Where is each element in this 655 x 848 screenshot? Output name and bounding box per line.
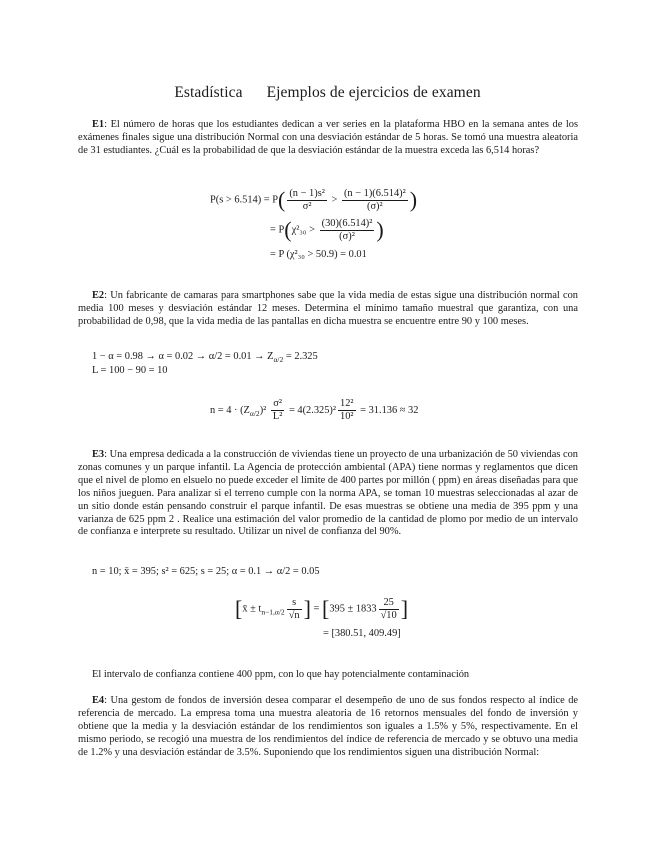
eq1-fraction-b xyxy=(342,188,408,213)
eq1-den-b: (σ)² xyxy=(367,200,383,212)
ci-den-a: √n xyxy=(288,609,300,621)
e2-fraction-b xyxy=(338,398,356,423)
exercise-1-label: E1 xyxy=(92,119,105,130)
ci-fraction-b xyxy=(379,597,399,622)
ci-fraction-a xyxy=(287,597,302,622)
exercise-3-given: n = 10; x̄ = 395; s² = 625; s = 25; α = 0.1 → α/2 = 0.05 xyxy=(92,566,320,577)
exercise-2-line-1 xyxy=(92,351,318,364)
exercise-4-text: : Una gestom de fondos de inversión desea comparar el desempeño de uno de sus fondos respecto al índice de referencia de mercado. La empresa toma una muestra aleatoria de 16 retornos mensuales del fondo de inversión y obtiene que la media y la desviación estándar de los rendimientos son iguales a 1.5% y 5%, respectivamente. En el mismo periodo, se recogió una muestra de los rendimientos del índice de referencia de mercado y se obtuvo una media de 1.2% y una desviación estándar de 3.5%. Suponiendo que los rendimientos siguen una distribución Normal: xyxy=(78,695,578,758)
ci-den-b: √10 xyxy=(380,609,397,621)
exercise-4-label: E4 xyxy=(92,695,105,706)
subject-label: Estadística xyxy=(174,84,243,101)
e2-num-b: 12² xyxy=(340,398,354,409)
exercise-2-text: : Un fabricante de camaras para smartphones sabe que la vida media de estas sigue una distribución normal con media 100 meses y desviación estándar 12 meses. Determina el mínimo tamaño muestral que garantiza, con una probabilidad de 0,98, que la vida media de las pantallas en dicha muestra se encuentre entre 90 y 100 meses. xyxy=(78,290,578,327)
e2-eq-lhs: n = 4 · (Z xyxy=(210,404,250,416)
ci-lhs: x̄ ± t xyxy=(242,603,262,615)
title-label: Ejemplos de ejercicios de examen xyxy=(266,84,481,101)
exercise-1-equation-2: = P(χ²₃₀ > $\frac{\text{(30)(6.514)²}}{\text{(σ)²}}$ ) xyxy=(270,217,384,242)
eq2-den: (σ)² xyxy=(339,230,355,242)
exercise-3-confidence-interval: [x̄ ± $t_{n-1,\alpha/2}$ $\frac{s}{√n}$ ] = [395 ± 1833 $\frac{25}{√10}$ ] xyxy=(235,596,409,621)
e2-line1: 1 − α = 0.98 → α = 0.02 → α/2 = 0.01 → Z xyxy=(92,351,274,362)
e2-line1-sub: α/2 xyxy=(273,355,284,365)
page-title xyxy=(0,84,655,102)
eq2-lhs: = P xyxy=(270,224,285,236)
eq1-lhs: P(s > 6.514) = P xyxy=(210,194,279,206)
e2-eq-mid2: = 4(2.325)² xyxy=(286,404,337,416)
eq2-chi: χ²₃₀ > xyxy=(291,224,316,236)
ci-num-a: s xyxy=(287,597,302,610)
ci-rhs: 395 ± 1833 xyxy=(329,603,377,615)
exercise-3-conclusion: El intervalo de confianza contiene 400 ppm, con lo que hay potencialmente contaminación xyxy=(92,669,470,680)
exercise-2-line-2: L = 100 − 90 = 10 xyxy=(92,365,168,376)
e2-den-a: L² xyxy=(272,411,283,422)
ci-num-b: 25 xyxy=(379,597,399,610)
exercise-1-equation-1: P(s > 6.514) = P( $\frac{\text{(n − 1)s²}}{\text{σ²}}$ > $\frac{\text{(n − 1)(6.514)²}}{\text{(σ)²}}$ ) xyxy=(210,187,418,212)
e2-eq-sub: α/2 xyxy=(249,408,260,418)
exercise-3-text: : Una empresa dedicada a la construcción de viviendas tiene un proyecto de una urbanización de 50 viviendas con zonas comunes y un parque infantil. La Agencia de protección ambiental (APA) tiene normas y reglamentos que dicen que el nivel de plomo en elsuelo no puede exceder el límite de 400 partes por millón ( ppm) en áreas diseñadas para que los niños jueguen. Para analizar si el terreno cumple con la norma APA, se toman 10 muestras seleccionadas al azar de un sitio donde están pensando construir el parque infantil. De esas muestras se obtiene una media de 395 ppm y una varianza de 625 ppm 2 . Realice una estimación del valor promedio de la cantidad de plomo por medio de un intervalo de confianza e interprete su resultado. Utilizar un nivel de confianza del 90%. xyxy=(78,449,578,538)
e2-eq-mid: )² xyxy=(259,404,269,416)
exercise-1-equation-3: = P (χ²₃₀ > 50.9) = 0.01 xyxy=(270,249,367,260)
exercise-2-label: E2 xyxy=(92,290,105,301)
e2-fraction-a xyxy=(271,398,284,423)
eq1-fraction-a xyxy=(287,188,327,213)
eq1-num-a: (n − 1)s² xyxy=(289,187,325,199)
exercise-3-result: = [380.51, 409.49] xyxy=(323,628,401,639)
exercise-2-equation xyxy=(210,398,418,423)
eq1-num-b: (n − 1)(6.514)² xyxy=(343,187,406,199)
exercise-4-statement xyxy=(78,695,578,760)
exercise-3-statement xyxy=(78,449,578,539)
e2-den-b: 10² xyxy=(340,411,354,422)
e2-line1-end: = 2.325 xyxy=(283,351,318,362)
ci-eq: = xyxy=(313,603,320,615)
e2-eq-end: = 31.136 ≈ 32 xyxy=(357,404,419,416)
exercise-2-statement xyxy=(78,290,578,329)
eq2-num: (30)(6.514)² xyxy=(321,217,373,229)
exercise-3-label: E3 xyxy=(92,449,105,460)
eq2-fraction xyxy=(320,218,375,243)
exercise-1-statement xyxy=(78,119,578,158)
eq1-den-a: σ² xyxy=(302,200,312,212)
exercise-1-text: : El número de horas que los estudiantes dedican a ver series en la plataforma HBO en la semana antes de los exámenes finales sigue una distribución Normal con una desviación estándar de 5 horas. Se tomó una muestra aleatoria de 31 estudiantes. ¿Cuál es la probabilidad de que la desviación estándar de la muestra exceda las 6,514 horas? xyxy=(78,119,578,156)
e2-num-a: σ² xyxy=(271,398,284,411)
ci-lhs-sub: n−1,α/2 xyxy=(261,607,285,617)
